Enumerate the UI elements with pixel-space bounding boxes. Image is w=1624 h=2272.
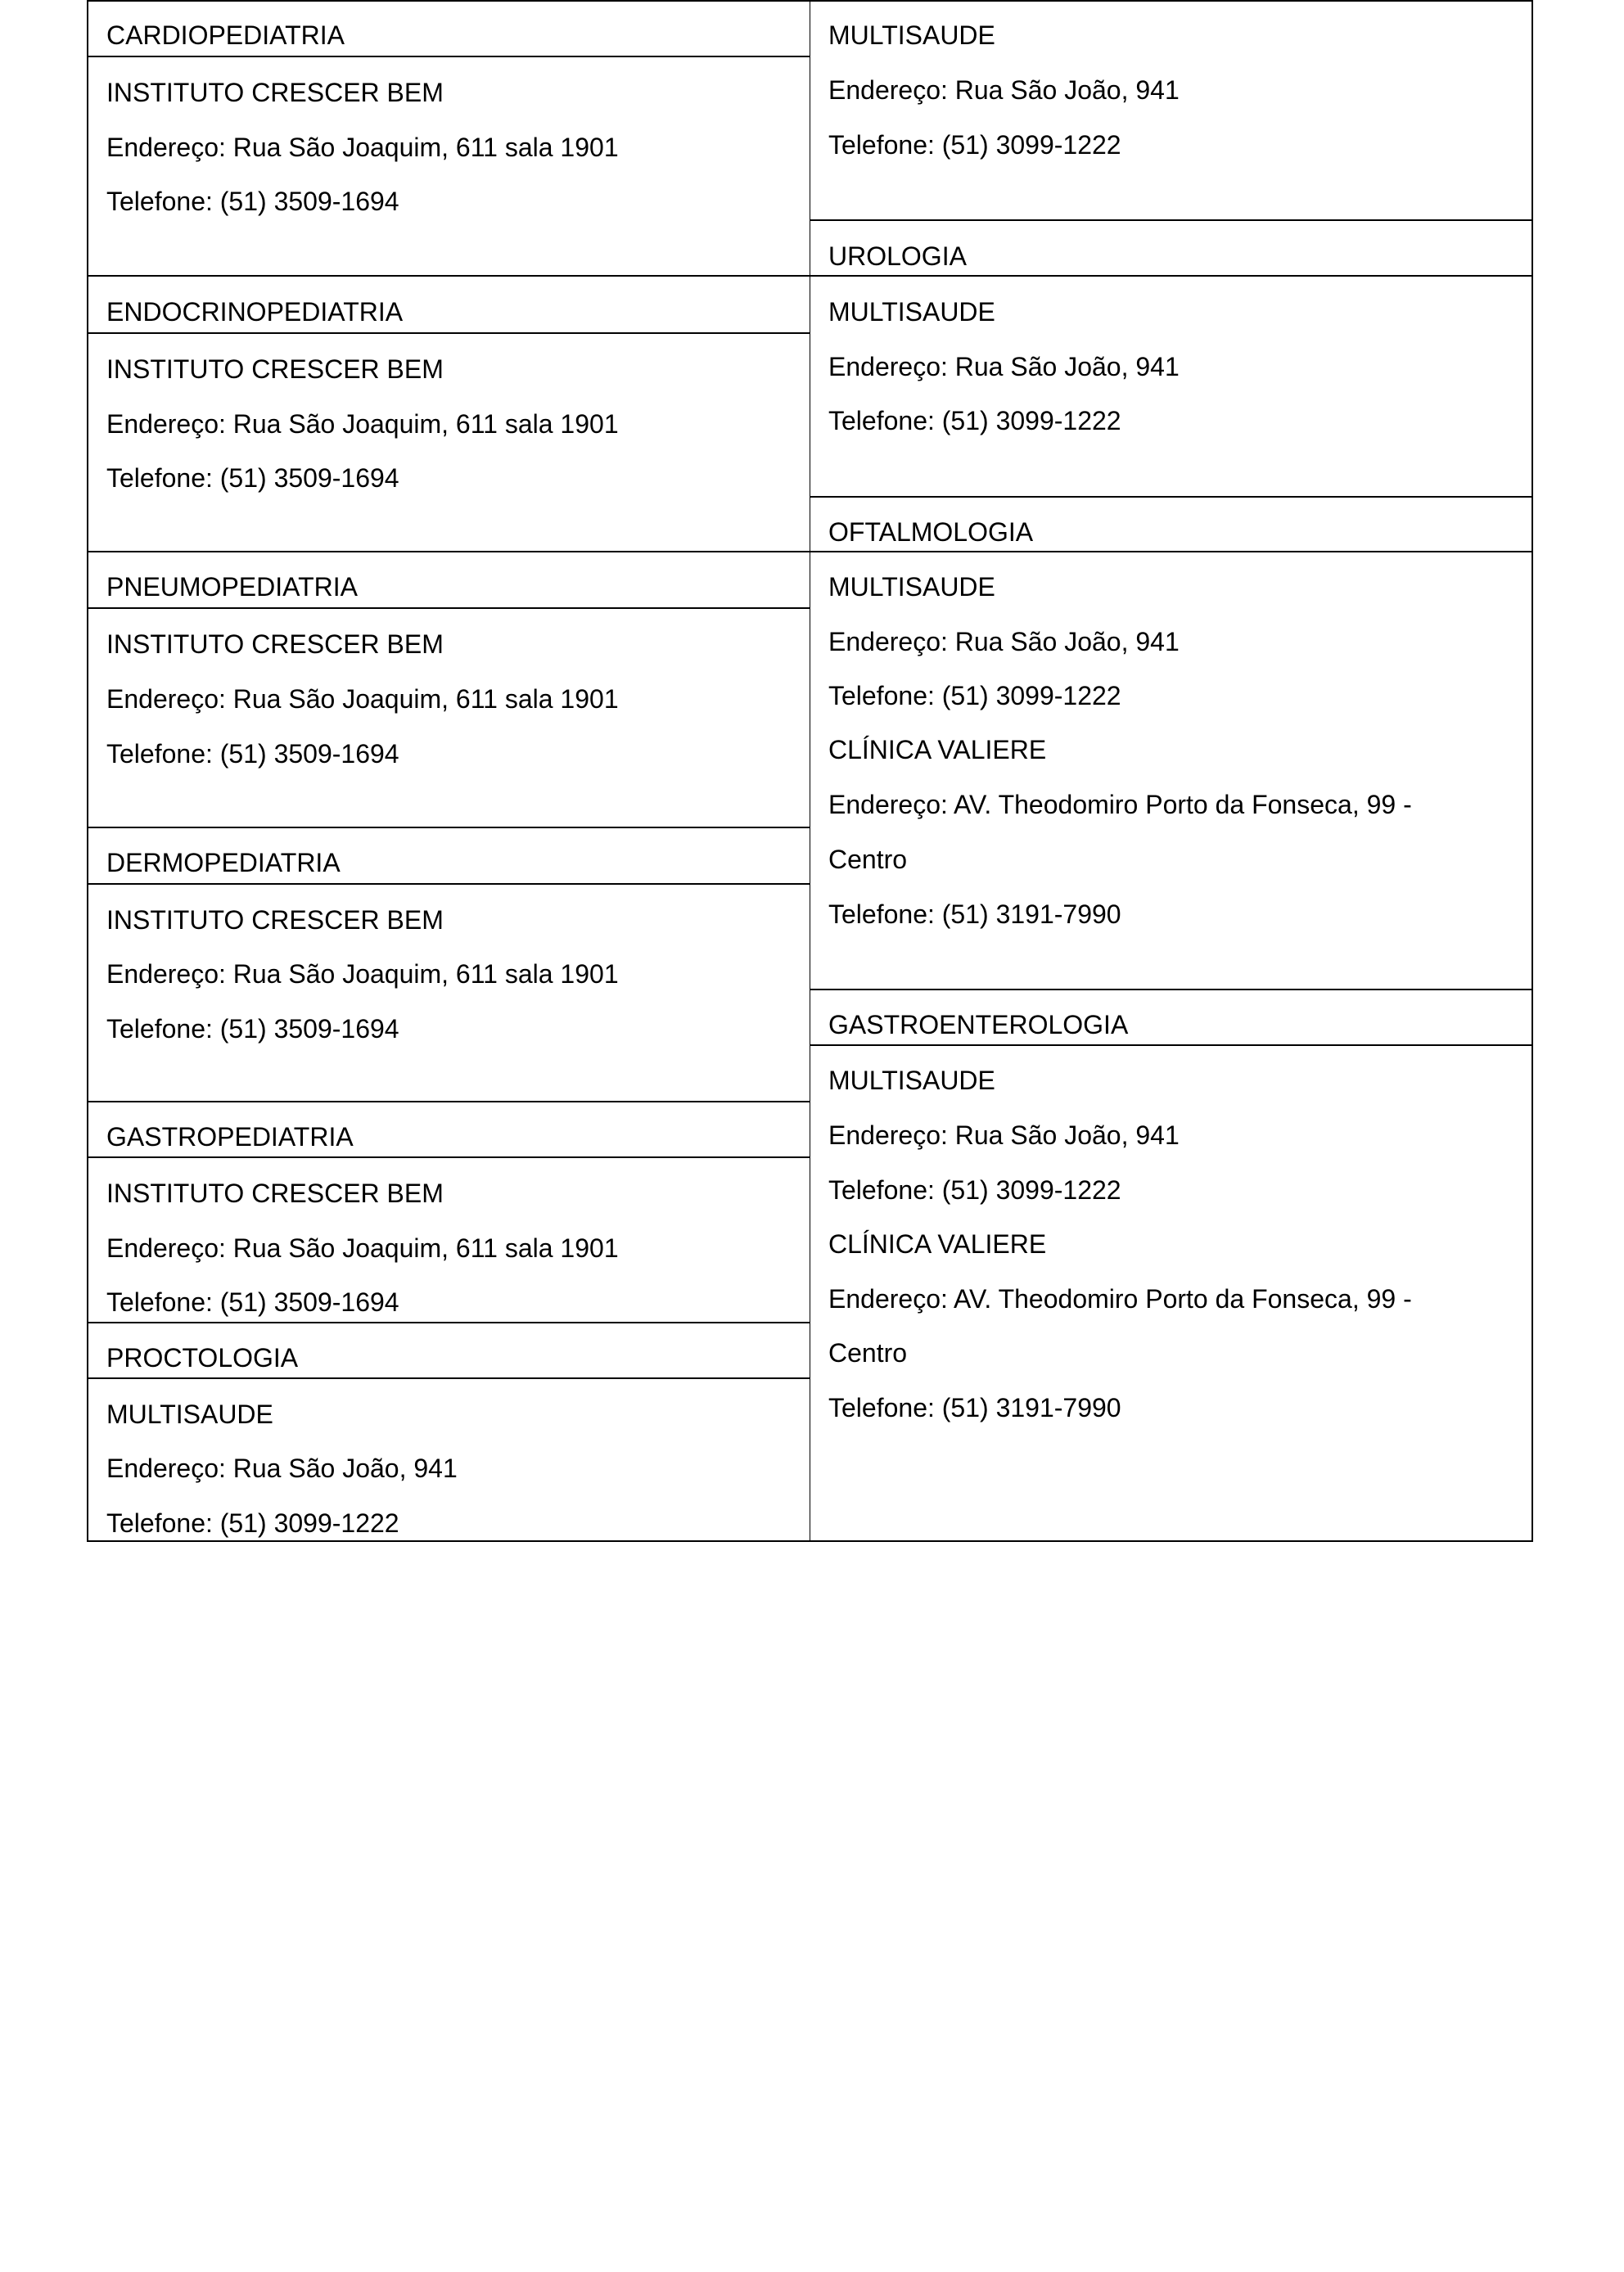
- clinic-phone: Telefone: (51) 3509-1694: [106, 463, 399, 493]
- divider: [88, 1377, 810, 1379]
- divider: [88, 1101, 810, 1102]
- clinic-phone: Telefone: (51) 3191-7990: [828, 899, 1121, 929]
- clinic-address-cont: Centro: [828, 1338, 908, 1368]
- specialty-gastroenterologia: GASTROENTEROLOGIA: [828, 1010, 1129, 1039]
- divider: [810, 219, 1532, 221]
- divider: [88, 1156, 810, 1158]
- clinic-address: Endereço: Rua São Joaquim, 611 sala 1901: [106, 959, 619, 989]
- clinic-phone: Telefone: (51) 3509-1694: [106, 739, 399, 769]
- clinic-address: Endereço: Rua São Joaquim, 611 sala 1901: [106, 1233, 619, 1263]
- specialty-urologia: UROLOGIA: [828, 241, 967, 271]
- clinic-address: Endereço: Rua São João, 941: [828, 1120, 1180, 1150]
- clinic-address: Endereço: Rua São João, 941: [106, 1454, 458, 1483]
- clinic-address: Endereço: AV. Theodomiro Porto da Fonseca, 99 -: [828, 790, 1412, 819]
- clinic-address-cont: Centro: [828, 845, 908, 874]
- divider: [810, 551, 1532, 552]
- clinic-phone: Telefone: (51) 3509-1694: [106, 187, 399, 216]
- clinic-name: CLÍNICA VALIERE: [828, 735, 1047, 764]
- clinic-phone: Telefone: (51) 3099-1222: [106, 1508, 399, 1538]
- specialty-pneumopediatria: PNEUMOPEDIATRIA: [106, 572, 358, 602]
- divider: [88, 56, 810, 57]
- divider: [810, 989, 1532, 990]
- divider: [810, 496, 1532, 498]
- clinic-phone: Telefone: (51) 3099-1222: [828, 130, 1121, 160]
- clinic-address: Endereço: Rua São João, 941: [828, 627, 1180, 656]
- divider: [88, 883, 810, 885]
- clinic-name: MULTISAUDE: [828, 1066, 995, 1095]
- clinic-name: INSTITUTO CRESCER BEM: [106, 78, 444, 107]
- clinic-phone: Telefone: (51) 3099-1222: [828, 1175, 1121, 1205]
- clinic-phone: Telefone: (51) 3191-7990: [828, 1393, 1121, 1422]
- clinic-name: MULTISAUDE: [828, 297, 995, 327]
- specialty-endocrinopediatria: ENDOCRINOPEDIATRIA: [106, 297, 404, 327]
- clinic-name: MULTISAUDE: [106, 1400, 273, 1429]
- clinic-phone: Telefone: (51) 3099-1222: [828, 681, 1121, 710]
- clinic-phone: Telefone: (51) 3509-1694: [106, 1287, 399, 1317]
- clinic-address: Endereço: Rua São Joaquim, 611 sala 1901: [106, 684, 619, 714]
- divider: [88, 332, 810, 334]
- right-column: [810, 0, 1533, 1542]
- clinic-name: INSTITUTO CRESCER BEM: [106, 629, 444, 659]
- clinic-address: Endereço: Rua São Joaquim, 611 sala 1901: [106, 409, 619, 439]
- clinic-address: Endereço: Rua São Joaquim, 611 sala 1901: [106, 133, 619, 162]
- divider: [88, 551, 810, 552]
- clinic-name: CLÍNICA VALIERE: [828, 1229, 1047, 1259]
- clinic-name: MULTISAUDE: [828, 572, 995, 602]
- divider: [88, 275, 810, 277]
- specialty-dermopediatria: DERMOPEDIATRIA: [106, 848, 341, 877]
- specialty-gastropediatria: GASTROPEDIATRIA: [106, 1122, 354, 1152]
- divider: [810, 275, 1532, 277]
- clinic-address: Endereço: Rua São João, 941: [828, 75, 1180, 105]
- left-column: [87, 0, 810, 1542]
- specialty-cardiopediatria: CARDIOPEDIATRIA: [106, 20, 345, 50]
- divider: [810, 1044, 1532, 1046]
- divider: [88, 607, 810, 609]
- divider: [88, 1322, 810, 1323]
- specialty-oftalmologia: OFTALMOLOGIA: [828, 517, 1034, 547]
- clinic-address: Endereço: Rua São João, 941: [828, 352, 1180, 381]
- clinic-name: INSTITUTO CRESCER BEM: [106, 354, 444, 384]
- clinic-phone: Telefone: (51) 3509-1694: [106, 1014, 399, 1044]
- specialty-proctologia: PROCTOLOGIA: [106, 1343, 299, 1373]
- clinic-address: Endereço: AV. Theodomiro Porto da Fonseca, 99 -: [828, 1284, 1412, 1314]
- clinic-phone: Telefone: (51) 3099-1222: [828, 406, 1121, 435]
- clinic-name: MULTISAUDE: [828, 20, 995, 50]
- clinic-name: INSTITUTO CRESCER BEM: [106, 905, 444, 935]
- divider: [88, 827, 810, 828]
- clinic-name: INSTITUTO CRESCER BEM: [106, 1179, 444, 1208]
